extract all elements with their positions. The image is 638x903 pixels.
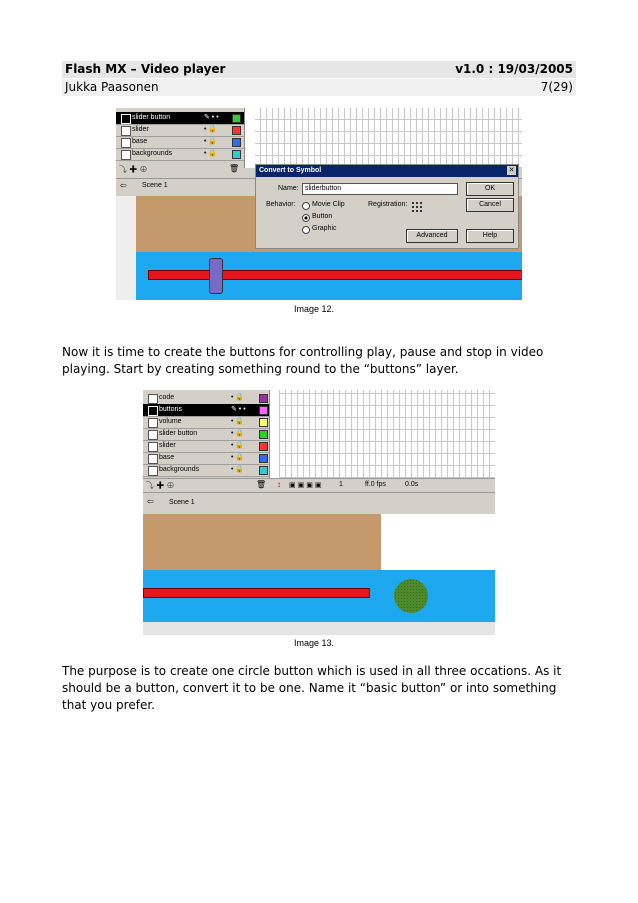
layer-visibility-lock-icons[interactable]: • 🔒: [231, 454, 245, 461]
cancel-button[interactable]: Cancel: [466, 198, 514, 212]
layer-visibility-lock-icons[interactable]: • 🔒: [204, 150, 218, 157]
layer-color-swatch[interactable]: [259, 394, 268, 403]
trash-icon[interactable]: 🗑: [229, 164, 240, 173]
layer-name: slider: [159, 442, 176, 449]
layer-name: slider: [132, 126, 149, 133]
layer-visibility-lock-icons[interactable]: • 🔒: [231, 418, 245, 425]
keyframe-column: [244, 108, 255, 168]
document-title: Flash MX – Video player: [65, 62, 226, 76]
playhead-icon[interactable]: ↕: [277, 480, 281, 489]
back-arrow-icon[interactable]: ⇦: [147, 497, 154, 506]
back-arrow-icon[interactable]: ⇦: [120, 181, 127, 190]
scene-label[interactable]: Scene 1: [142, 182, 168, 189]
image-12-caption: Image 12.: [294, 304, 335, 314]
layer-visibility-lock-icons[interactable]: • 🔒: [204, 126, 218, 133]
stage-margin: [143, 622, 495, 635]
image-13-screenshot: [143, 390, 495, 635]
help-button[interactable]: Help: [466, 229, 514, 243]
layer-color-swatch[interactable]: [259, 418, 268, 427]
current-frame: 1: [339, 481, 343, 488]
dialog-title: Convert to Symbol: [256, 165, 518, 177]
radio-button[interactable]: [302, 214, 310, 222]
layer-tools-icons[interactable]: ⤵ ✚ ⊕: [119, 165, 148, 174]
layer-visibility-lock-icons[interactable]: ✎ • •: [231, 406, 246, 413]
image-13-caption: Image 13.: [294, 638, 335, 648]
layer-icon: [121, 126, 131, 136]
layer-icon: [121, 114, 131, 124]
registration-label: Registration:: [368, 201, 408, 208]
scene-label[interactable]: Scene 1: [169, 499, 195, 506]
document-author: Jukka Paasonen: [65, 80, 159, 94]
layer-color-swatch[interactable]: [232, 126, 241, 135]
timeline-toolbar: [143, 478, 495, 492]
radio-graphic[interactable]: [302, 226, 310, 234]
layer-visibility-lock-icons[interactable]: • 🔒: [231, 466, 245, 473]
image-12-screenshot: [116, 108, 522, 300]
layer-icon: [121, 138, 131, 148]
slider-handle[interactable]: [209, 258, 223, 294]
layer-name: slider button: [132, 114, 171, 121]
registration-grid-icon[interactable]: [411, 201, 423, 213]
frame-grid: [279, 390, 495, 478]
layer-visibility-lock-icons[interactable]: • 🔒: [204, 138, 218, 145]
layer-name: slider button: [159, 430, 198, 437]
layer-color-swatch[interactable]: [232, 150, 241, 159]
page-number: 7(29): [540, 80, 573, 94]
layer-icon: [148, 406, 158, 416]
layer-list: [143, 390, 269, 478]
layer-name: base: [132, 138, 148, 145]
layer-name: buttons: [159, 406, 182, 413]
header-row-1: [62, 61, 576, 78]
layer-visibility-lock-icons[interactable]: • 🔒: [231, 442, 245, 449]
paragraph-2: The purpose is to create one circle button which is used in all three occations. As it should be a button, convert it to be one. Name it “basic button” or into something that you prefer.: [62, 664, 562, 712]
layer-color-swatch[interactable]: [259, 466, 268, 475]
elapsed-time: 0.0s: [405, 481, 419, 488]
ok-button[interactable]: OK: [466, 182, 514, 196]
layer-color-swatch[interactable]: [259, 442, 268, 451]
layer-icon: [148, 442, 158, 452]
layer-icon: [148, 430, 158, 440]
layer-name: backgrounds: [159, 466, 200, 473]
layer-color-swatch[interactable]: [259, 406, 268, 415]
behavior-label: Behavior:: [266, 201, 296, 208]
document-version: v1.0 : 19/03/2005: [455, 62, 573, 76]
layer-icon: [148, 466, 158, 476]
onion-skin-icons[interactable]: ▣▣▣▣: [289, 482, 324, 489]
layer-name: volume: [159, 418, 182, 425]
convert-to-symbol-dialog: [255, 164, 519, 249]
close-icon[interactable]: ✕: [508, 167, 515, 174]
layer-row[interactable]: [116, 148, 244, 161]
layer-tools-icons[interactable]: ⤵ ✚ ⊕: [146, 481, 175, 490]
layer-icon: [148, 454, 158, 464]
layer-visibility-lock-icons[interactable]: ✎ • •: [204, 114, 219, 121]
layer-icon: [121, 150, 131, 160]
header-row-2: [62, 79, 576, 96]
layer-name: base: [159, 454, 175, 461]
slider-bar: [148, 270, 522, 280]
stage-brown-area: [143, 514, 381, 570]
trash-icon[interactable]: 🗑: [256, 480, 267, 489]
layer-color-swatch[interactable]: [259, 454, 268, 463]
layer-row[interactable]: [143, 464, 269, 477]
layer-color-swatch[interactable]: [232, 114, 241, 123]
layer-name: code: [159, 394, 175, 401]
option-movie-clip-label: Movie Clip: [312, 201, 345, 208]
layer-color-swatch[interactable]: [232, 138, 241, 147]
layer-visibility-lock-icons[interactable]: • 🔒: [231, 430, 245, 437]
frame-grid: [254, 108, 522, 168]
option-button-label: Button: [312, 213, 333, 220]
stage-margin: [116, 196, 136, 300]
symbol-name-input[interactable]: sliderbutton: [302, 183, 458, 195]
frame-rate: ff.0 fps: [365, 481, 386, 488]
name-label: Name:: [278, 185, 299, 192]
option-graphic-label: Graphic: [312, 225, 337, 232]
layer-visibility-lock-icons[interactable]: • 🔒: [231, 394, 245, 401]
green-circle-shape[interactable]: [394, 579, 428, 613]
layer-icon: [148, 394, 158, 404]
layer-list: [116, 108, 244, 168]
advanced-button[interactable]: Advanced: [406, 229, 458, 243]
paragraph-1: Now it is time to create the buttons for controlling play, pause and stop in video playing. Start by creating something round to the “buttons” layer.: [62, 345, 544, 376]
slider-bar: [143, 588, 370, 598]
layer-color-swatch[interactable]: [259, 430, 268, 439]
radio-movie-clip[interactable]: [302, 202, 310, 210]
layer-icon: [148, 418, 158, 428]
layer-name: backgrounds: [132, 150, 173, 157]
scene-bar: [143, 492, 495, 513]
